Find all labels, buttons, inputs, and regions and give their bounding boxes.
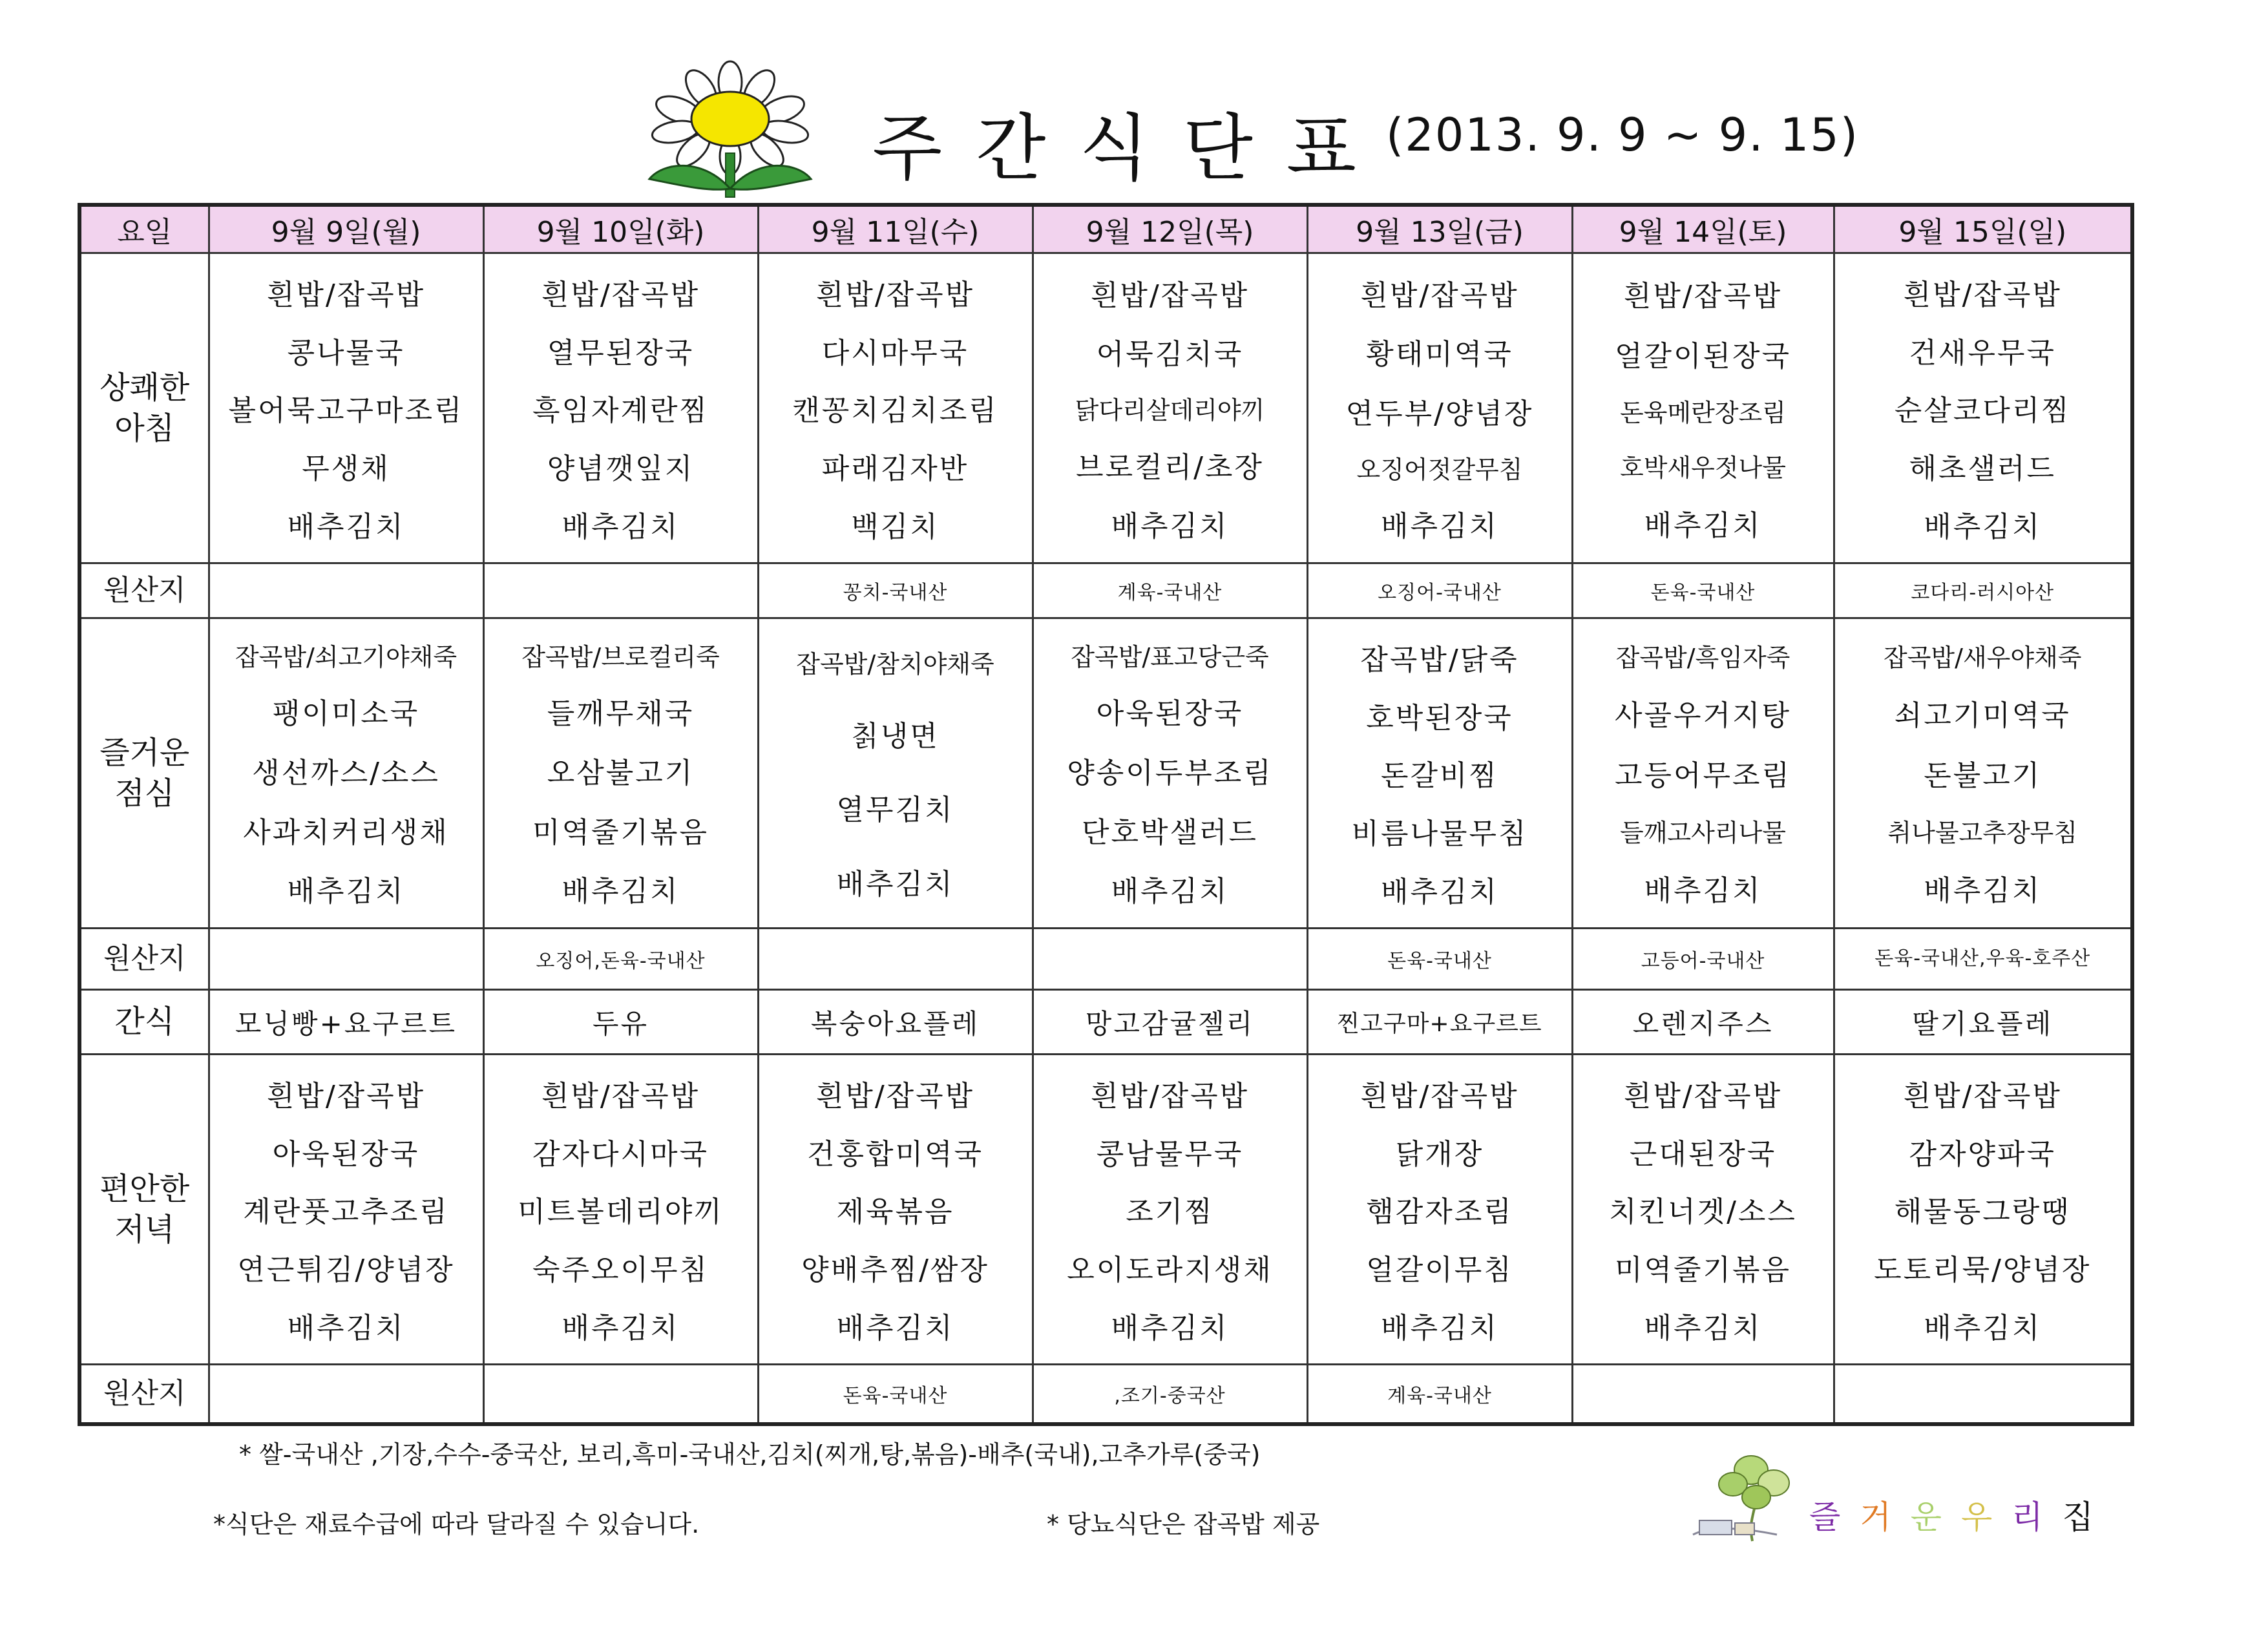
menu-item: 잡곡밥/참치야채죽 bbox=[796, 650, 994, 679]
menu-item: 배추김치 bbox=[1380, 1312, 1498, 1345]
menu-item: 팽이미소국 bbox=[272, 697, 420, 731]
snack-cell: 오렌지주스 bbox=[1572, 990, 1834, 1055]
menu-item: 흰밥/잡곡밥 bbox=[541, 278, 700, 311]
origin-label: 원산지 bbox=[79, 563, 209, 618]
snack-cell: 찐고구마+요구르트 bbox=[1307, 990, 1572, 1055]
logo-text-glyph: 즐 bbox=[1809, 1498, 1860, 1536]
menu-item: 건홍합미역국 bbox=[806, 1137, 984, 1171]
menu-item: 햄감자조림 bbox=[1366, 1195, 1513, 1229]
origin-cell: 꽁치-국내산 bbox=[758, 563, 1033, 618]
menu-cell bbox=[758, 1055, 1033, 1365]
meal-label-breakfast: 상쾌한 아침 bbox=[79, 253, 209, 563]
lunch-row bbox=[79, 618, 2132, 929]
menu-item: 흰밥/잡곡밥 bbox=[1623, 279, 1783, 313]
meal-label-snack: 간식 bbox=[79, 990, 209, 1055]
menu-item: 흰밥/잡곡밥 bbox=[266, 278, 426, 311]
origin-cell: 오징어-국내산 bbox=[1307, 563, 1572, 618]
menu-item: 순살코다리찜 bbox=[1894, 394, 2071, 428]
menu-item: 다시마무국 bbox=[821, 336, 969, 370]
origin-cell: 돈육-국내산 bbox=[1572, 563, 1834, 618]
menu-cell bbox=[1033, 1055, 1307, 1365]
day-header: 9월 15일(일) bbox=[1834, 205, 2132, 253]
menu-item: 열무된장국 bbox=[547, 336, 695, 370]
origin-cell: 오징어,돈육-국내산 bbox=[483, 929, 758, 990]
menu-item: 연근튀김/양념장 bbox=[237, 1254, 455, 1287]
menu-item: 흰밥/잡곡밥 bbox=[1360, 278, 1519, 312]
snack-cell: 망고감귤젤리 bbox=[1033, 990, 1307, 1055]
logo-text-glyph: 집 bbox=[2062, 1498, 2113, 1536]
menu-item: 파래김자반 bbox=[821, 452, 969, 486]
day-header: 9월 14일(토) bbox=[1572, 205, 1834, 253]
menu-item: 배추김치 bbox=[1644, 509, 1762, 543]
logo-text-glyph: 우 bbox=[1960, 1498, 2012, 1536]
meal-label-lunch: 즐거운 점심 bbox=[79, 618, 209, 929]
menu-item: 단호박샐러드 bbox=[1081, 815, 1259, 849]
menu-item: 흰밥/잡곡밥 bbox=[1903, 278, 2062, 311]
menu-item: 흰밥/잡곡밥 bbox=[1090, 1079, 1250, 1113]
menu-cell bbox=[483, 253, 758, 563]
snack-row bbox=[79, 990, 2132, 1055]
menu-cell bbox=[209, 253, 483, 563]
breakfast-origin-row bbox=[79, 563, 2132, 618]
menu-item: 들깨고사리나물 bbox=[1620, 818, 1786, 847]
menu-item: 고등어무조림 bbox=[1614, 759, 1792, 793]
menu-item: 흰밥/잡곡밥 bbox=[1903, 1079, 2062, 1113]
menu-cell bbox=[209, 1055, 483, 1365]
menu-item: 미트볼데리야끼 bbox=[518, 1195, 724, 1229]
logo-text-glyph: 리 bbox=[2011, 1498, 2063, 1536]
menu-item: 브로컬리/초장 bbox=[1076, 450, 1264, 484]
menu-cell bbox=[1033, 253, 1307, 563]
menu-item: 흰밥/잡곡밥 bbox=[541, 1079, 700, 1113]
menu-item: 배추김치 bbox=[287, 510, 405, 544]
origin-cell: ,조기-중국산 bbox=[1033, 1365, 1307, 1424]
menu-item: 흰밥/잡곡밥 bbox=[1360, 1079, 1519, 1113]
menu-item: 열무김치 bbox=[836, 793, 954, 827]
menu-item: 해물동그랑땡 bbox=[1894, 1195, 2071, 1229]
origin-cell: 돈육-국내산,우육-호주산 bbox=[1834, 929, 2132, 990]
menu-item: 양배추찜/쌈장 bbox=[801, 1254, 989, 1287]
origin-cell: 계육-국내산 bbox=[1033, 563, 1307, 618]
menu-item: 배추김치 bbox=[1924, 1312, 2042, 1345]
menu-cell bbox=[758, 253, 1033, 563]
menu-item: 계란풋고추조림 bbox=[243, 1195, 449, 1229]
page-title: 주간식단표 bbox=[872, 107, 1390, 191]
origin-cell: 돈육-국내산 bbox=[1307, 929, 1572, 990]
dinner-origin-row bbox=[79, 1365, 2132, 1424]
menu-item: 무생채 bbox=[302, 452, 390, 486]
lunch-origin-row bbox=[79, 929, 2132, 990]
menu-item: 황태미역국 bbox=[1366, 338, 1513, 372]
menu-cell bbox=[758, 618, 1033, 929]
menu-item: 어묵김치국 bbox=[1096, 338, 1244, 372]
menu-cell bbox=[483, 1055, 758, 1365]
menu-cell bbox=[1572, 253, 1834, 563]
origin-cell bbox=[209, 563, 483, 618]
menu-item: 잡곡밥/닭죽 bbox=[1360, 643, 1519, 677]
menu-cell bbox=[1572, 618, 1834, 929]
menu-cell bbox=[1834, 618, 2132, 929]
menu-item: 조기찜 bbox=[1126, 1195, 1214, 1229]
menu-item: 흰밥/잡곡밥 bbox=[815, 1079, 975, 1113]
menu-item: 배추김치 bbox=[1644, 1312, 1762, 1345]
menu-item: 근대된장국 bbox=[1629, 1137, 1777, 1171]
snack-cell: 복숭아요플레 bbox=[758, 990, 1033, 1055]
day-header: 9월 10일(화) bbox=[483, 205, 758, 253]
menu-item: 흰밥/잡곡밥 bbox=[1623, 1079, 1783, 1113]
menu-item: 미역줄기볶음 bbox=[1614, 1254, 1792, 1287]
menu-item: 아욱된장국 bbox=[1096, 697, 1244, 731]
breakfast-row bbox=[79, 253, 2132, 563]
origin-cell bbox=[209, 1365, 483, 1424]
menu-item: 캔꽁치김치조림 bbox=[792, 394, 998, 428]
menu-item: 취나물고추장무침 bbox=[1887, 818, 2078, 847]
menu-item: 연두부/양념장 bbox=[1345, 397, 1534, 430]
menu-item: 얼갈이된장국 bbox=[1614, 340, 1792, 373]
menu-item: 백김치 bbox=[851, 510, 940, 544]
origin-cell: 계육-국내산 bbox=[1307, 1365, 1572, 1424]
menu-item: 사과치커리생채 bbox=[243, 815, 449, 849]
menu-item: 감자다시마국 bbox=[532, 1137, 709, 1171]
corner-label: 요일 bbox=[79, 205, 209, 253]
menu-cell bbox=[483, 618, 758, 929]
menu-item: 돈불고기 bbox=[1924, 759, 2042, 793]
menu-item: 콩나물국 bbox=[287, 336, 405, 370]
menu-item: 오삼불고기 bbox=[547, 756, 695, 790]
origin-cell bbox=[758, 929, 1033, 990]
menu-item: 잡곡밥/쇠고기야채죽 bbox=[235, 642, 457, 671]
menu-item: 생선까스/소스 bbox=[252, 756, 440, 790]
origin-cell bbox=[1033, 929, 1307, 990]
origin-cell bbox=[483, 563, 758, 618]
menu-item: 잡곡밥/새우야채죽 bbox=[1884, 643, 2082, 672]
menu-item: 감자양파국 bbox=[1909, 1137, 2057, 1171]
menu-item: 양송이두부조림 bbox=[1067, 756, 1273, 790]
menu-item: 호박새우젓나물 bbox=[1620, 453, 1786, 482]
menu-item: 흰밥/잡곡밥 bbox=[1090, 278, 1250, 312]
menu-cell bbox=[1307, 253, 1572, 563]
day-header: 9월 11일(수) bbox=[758, 205, 1033, 253]
menu-item: 콩남물무국 bbox=[1096, 1137, 1244, 1171]
menu-item: 들깨무채국 bbox=[547, 697, 695, 731]
snack-cell: 두유 bbox=[483, 990, 758, 1055]
day-header: 9월 12일(목) bbox=[1033, 205, 1307, 253]
menu-item: 얼갈이무침 bbox=[1366, 1254, 1513, 1287]
menu-item: 치킨너겟/소스 bbox=[1609, 1195, 1797, 1229]
day-header: 9월 9일(월) bbox=[209, 205, 483, 253]
origin-note: * 쌀-국내산 ,기장,수수-중국산, 보리,흑미-국내산,김치(찌개,탕,볶음)-배추(국내),고추가루(중국) bbox=[239, 1440, 1261, 1469]
menu-item: 돈육메란장조림 bbox=[1620, 399, 1786, 428]
menu-item: 칡냉면 bbox=[851, 719, 940, 753]
menu-item: 해초샐러드 bbox=[1909, 452, 2057, 486]
menu-item: 배추김치 bbox=[1111, 875, 1229, 909]
menu-item: 건새우무국 bbox=[1909, 336, 2057, 370]
weekly-menu-table bbox=[78, 203, 2134, 1426]
menu-item: 오징어젓갈무침 bbox=[1356, 455, 1523, 484]
logo-text-glyph: 운 bbox=[1910, 1498, 1961, 1536]
menu-item: 흰밥/잡곡밥 bbox=[815, 278, 975, 311]
day-header: 9월 13일(금) bbox=[1307, 205, 1572, 253]
menu-item: 닭개장 bbox=[1395, 1137, 1484, 1171]
date-range: (2013. 9. 9 ~ 9. 15) bbox=[1386, 109, 1860, 162]
change-note: *식단은 재료수급에 따라 달라질 수 있습니다. bbox=[213, 1510, 700, 1539]
logo-text bbox=[1809, 1491, 2113, 1538]
menu-cell bbox=[1834, 1055, 2132, 1365]
menu-cell bbox=[1572, 1055, 1834, 1365]
menu-item: 호박된장국 bbox=[1366, 701, 1513, 735]
menu-cell bbox=[1307, 618, 1572, 929]
menu-item: 흰밥/잡곡밥 bbox=[266, 1079, 426, 1113]
menu-item: 양념깻잎지 bbox=[547, 452, 695, 486]
daisy-flower-icon bbox=[624, 59, 837, 198]
snack-cell: 딸기요플레 bbox=[1834, 990, 2132, 1055]
menu-item: 잡곡밥/표고당근죽 bbox=[1071, 642, 1269, 671]
menu-item: 배추김치 bbox=[836, 867, 954, 901]
menu-item: 배추김치 bbox=[1380, 510, 1498, 543]
menu-item: 배추김치 bbox=[1111, 1312, 1229, 1345]
menu-item: 배추김치 bbox=[287, 875, 405, 909]
menu-cell bbox=[1834, 253, 2132, 563]
origin-cell bbox=[483, 1365, 758, 1424]
origin-cell bbox=[1834, 1365, 2132, 1424]
menu-item: 도토리묵/양념장 bbox=[1874, 1254, 2092, 1287]
menu-item: 배추김치 bbox=[562, 1312, 680, 1345]
menu-item: 배추김치 bbox=[562, 875, 680, 909]
menu-item: 배추김치 bbox=[1924, 874, 2042, 908]
menu-item: 배추김치 bbox=[836, 1312, 954, 1345]
menu-item: 배추김치 bbox=[287, 1312, 405, 1345]
meal-label-dinner: 편안한 저녁 bbox=[79, 1055, 209, 1365]
origin-label: 원산지 bbox=[79, 929, 209, 990]
menu-item: 배추김치 bbox=[1380, 876, 1498, 909]
menu-item: 볼어묵고구마조림 bbox=[228, 394, 464, 428]
menu-item: 배추김치 bbox=[1644, 874, 1762, 908]
origin-cell: 코다리-러시아산 bbox=[1834, 563, 2132, 618]
menu-item: 쇠고기미역국 bbox=[1894, 699, 2071, 733]
menu-item: 아욱된장국 bbox=[272, 1137, 420, 1171]
clover-logo-icon bbox=[1674, 1438, 1829, 1548]
menu-item: 잡곡밥/브로컬리죽 bbox=[521, 642, 720, 671]
menu-item: 돈갈비찜 bbox=[1380, 759, 1498, 793]
menu-cell bbox=[1033, 618, 1307, 929]
menu-item: 배추김치 bbox=[1111, 510, 1229, 543]
menu-item: 숙주오이무침 bbox=[532, 1254, 709, 1287]
dinner-row bbox=[79, 1055, 2132, 1365]
menu-item: 잡곡밥/흑임자죽 bbox=[1615, 643, 1790, 672]
logo-text-glyph: 거 bbox=[1860, 1498, 1911, 1536]
menu-cell bbox=[1307, 1055, 1572, 1365]
menu-item: 사골우거지탕 bbox=[1614, 699, 1792, 733]
origin-cell: 돈육-국내산 bbox=[758, 1365, 1033, 1424]
origin-label: 원산지 bbox=[79, 1365, 209, 1424]
menu-item: 비름나물무침 bbox=[1351, 817, 1528, 851]
menu-item: 닭다리살데리야끼 bbox=[1075, 395, 1265, 425]
snack-cell: 모닝빵+요구르트 bbox=[209, 990, 483, 1055]
menu-item: 제육볶음 bbox=[836, 1195, 954, 1229]
origin-cell bbox=[209, 929, 483, 990]
menu-item: 배추김치 bbox=[1924, 510, 2042, 544]
menu-item: 오이도라지생채 bbox=[1067, 1254, 1273, 1287]
menu-item: 미역줄기볶음 bbox=[532, 815, 709, 849]
menu-item: 배추김치 bbox=[562, 510, 680, 544]
menu-item: 흑임자계란찜 bbox=[532, 394, 709, 428]
header-row bbox=[79, 205, 2132, 253]
menu-cell bbox=[209, 618, 483, 929]
diabetes-note: * 당뇨식단은 잡곡밥 제공 bbox=[1047, 1510, 1320, 1539]
origin-cell: 고등어-국내산 bbox=[1572, 929, 1834, 990]
origin-cell bbox=[1572, 1365, 1834, 1424]
